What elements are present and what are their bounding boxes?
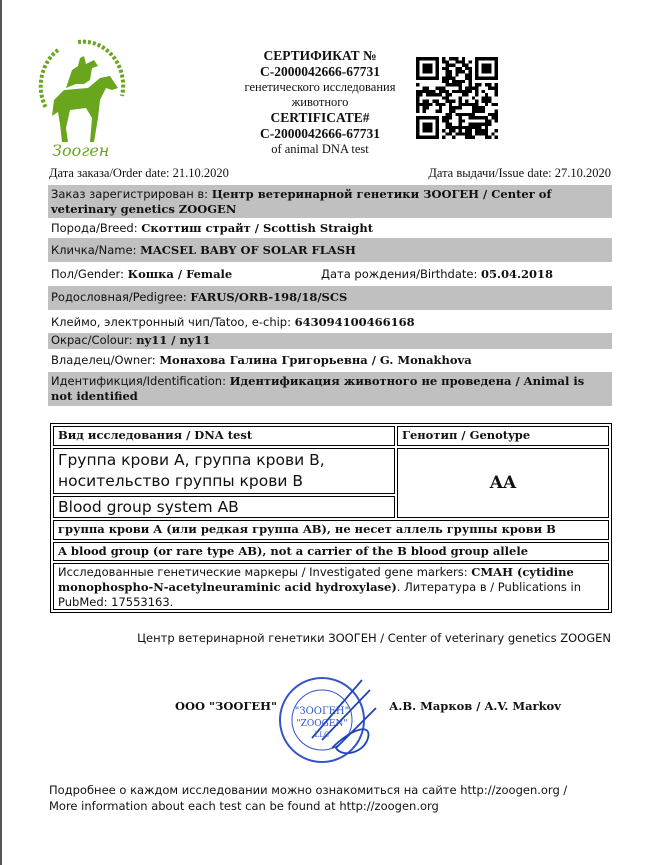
markers-info: Исследованные генетические маркеры / Investigated gene markers: CMAH (cytidine monophospho-N-acetylneuraminic acid hydroxylase). Литература в / Publications in PubMed: 17553163. bbox=[53, 563, 609, 610]
pedigree-row: Родословная/Pedigree: FARUS/ORB-198/18/SCS bbox=[48, 286, 612, 310]
more-info: Подробнее о каждом исследовании можно ознакомиться на сайте http://zoogen.org / More information about each test can be found at http://zoogen.org bbox=[49, 783, 568, 813]
title-en: CERTIFICATE# bbox=[270, 110, 370, 125]
title-ru: СЕРТИФИКАТ № bbox=[263, 48, 377, 63]
subtitle-ru-2: животного bbox=[291, 95, 349, 109]
birthdate-value: 05.04.2018 bbox=[481, 267, 554, 281]
company-stamp bbox=[272, 668, 384, 768]
svg-text:LLC: LLC bbox=[314, 731, 330, 739]
order-date: Дата заказа/Order date: 21.10.2020 bbox=[49, 166, 229, 180]
test-name-ru: Группа крови A, группа крови B, носительство группы крови B bbox=[53, 448, 395, 494]
chip-row: Клеймо, электронный чип/Tatoo, e-chip: 643094100466168 bbox=[51, 315, 415, 329]
test-name-en: Blood group system AB bbox=[53, 496, 395, 518]
genotype-value: AA bbox=[397, 448, 609, 518]
gender-row: Пол/Gender: Кошка / Female Дата рождения/Birthdate: 05.04.2018 bbox=[51, 267, 554, 281]
result-en: A blood group (or rare type AB), not a carrier of the B blood group allele bbox=[53, 542, 609, 561]
name-row: Кличка/Name: MACSEL BABY OF SOLAR FLASH bbox=[48, 238, 612, 262]
signer-name: А.В. Марков / A.V. Markov bbox=[389, 699, 561, 713]
certificate-number: C-2000042666-67731 bbox=[260, 64, 380, 79]
certificate-header bbox=[205, 48, 435, 157]
svg-text:Зооген: Зооген bbox=[52, 141, 110, 160]
dna-test-table bbox=[50, 423, 612, 613]
col-header-test: Вид исследования / DNA test bbox=[53, 426, 395, 446]
svg-text:"ЗООГЕН": "ЗООГЕН" bbox=[294, 706, 350, 717]
company-name: ООО "ЗООГЕН" bbox=[175, 699, 277, 713]
subtitle-en: of animal DNA test bbox=[271, 142, 369, 156]
birthdate-label: Дата рождения/Birthdate: bbox=[321, 267, 482, 281]
colour-row: Окрас/Colour: ny11 / ny11 bbox=[48, 333, 612, 349]
zoogen-logo bbox=[38, 38, 130, 160]
owner-row: Владелец/Owner: Монахова Галина Григорьевна / G. Monakhova bbox=[51, 353, 472, 367]
certificate-number-en: C-2000042666-67731 bbox=[260, 126, 380, 141]
qr-code bbox=[416, 56, 498, 140]
breed-row: Порода/Breed: Скоттиш страйт / Scottish Straight bbox=[51, 221, 374, 235]
issue-date: Дата выдачи/Issue date: 27.10.2020 bbox=[428, 166, 611, 180]
center-name: Центр ветеринарной генетики ЗООГЕН / Center of veterinary genetics ZOOGEN bbox=[137, 631, 611, 645]
registered-row: Заказ зарегистрирован в: Центр ветеринарной генетики ЗООГЕН / Center of veterinary genetics ZOOGEN bbox=[48, 185, 612, 218]
col-header-genotype: Генотип / Genotype bbox=[397, 426, 609, 446]
result-ru: группа крови A (или редкая группа AB), не несет аллель группы крови B bbox=[53, 520, 609, 540]
svg-text:"ZOOGEN": "ZOOGEN" bbox=[296, 719, 348, 729]
identification-row: Идентификция/Identification: Идентификация животного не проведена / Animal is not identified bbox=[48, 372, 612, 406]
subtitle-ru-1: генетического исследования bbox=[244, 80, 396, 94]
page-border bbox=[0, 0, 2, 865]
